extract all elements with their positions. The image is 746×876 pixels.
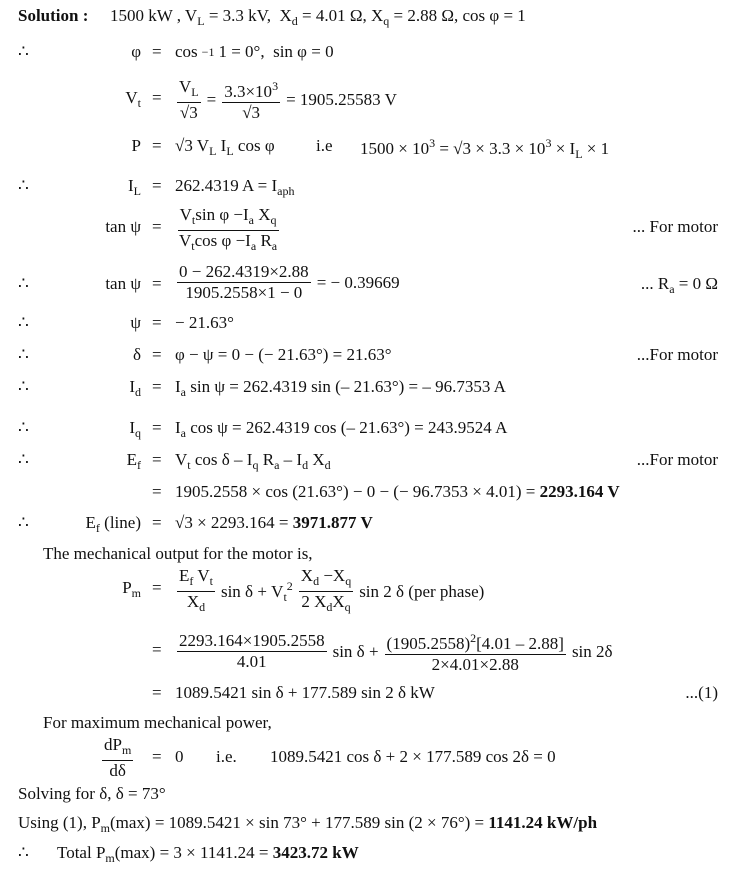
result-ef: 2293.164 V [539,482,620,501]
fraction: $\frac{2293.164\times 1905.2558}{4.01}$ [179,631,325,671]
equals: = [152,683,162,702]
note: ...For motor [636,450,718,469]
lhs: tan ψ [105,217,141,236]
step-vt [0,76,746,122]
rhs: 1089.5421 cos δ + 2 × 177.589 cos 2δ = 0 [270,747,556,766]
ie: i.e [316,136,333,155]
rhs: 1905.2558 × cos (21.63°) − 0 − (− 96.7353 × 4.01) = 2293.164 V [175,482,620,501]
lhs: δ [132,345,141,364]
rhs: $I_a$ sin ψ = 262.4319 sin (– 21.63°) = – 96.7353 A [175,377,506,399]
equals: = [152,482,162,501]
therefore-symbol: ∴ [18,345,29,364]
fraction: $\frac{(1905.2558)^2[4.01 - 2.88]}{2\times 4.01\times 2.88}$ [385,628,566,675]
lhs: $E_f$ (line) [85,513,141,535]
equals: = [152,513,162,532]
equation-number: ...(1) [685,683,718,702]
rhs: $\frac{V_L}{√3}$ = $\frac{3.3\times 10^3}{√3}$ = 1905.25583 V [179,76,397,122]
lhs: $I_q$ [129,418,141,440]
result-pm-phase: 1141.24 kW/ph [488,813,598,832]
equals: = [152,345,162,364]
lhs: P [131,136,141,155]
note: ... For motor [632,217,718,236]
pm-substituted [0,628,746,674]
fraction: $\frac{0 - 262.4319\times 2.88}{1905.2558\times 1 - 0}$ [179,262,309,302]
zero: 0 [175,747,184,766]
equals: = [152,640,162,659]
fraction: $\frac{E_f V_t}{X_d}$ [179,566,213,614]
step-tanpsi-value [0,262,746,308]
derivative-frac: $\frac{dP_m}{d\delta}$ [104,735,132,780]
givens: 1500 kW , $V_L = 3.3$ kV, $X_d = 4.01$ Ω, $X_q = 2.88$ Ω, cos φ = 1 [110,6,526,28]
pm-formula [0,566,746,612]
result-pm-total: 3423.72 kW [272,843,359,862]
therefore-symbol: ∴ [18,377,29,396]
note: ...For motor [636,345,718,364]
lhs: $E_f$ [126,450,141,472]
lhs: tan ψ [105,274,141,293]
lhs: $V_t$ [125,88,141,110]
rhs: − 21.63° [175,313,234,332]
equals: = [152,176,162,195]
ie: i.e. [216,747,237,766]
equals: = [152,450,162,469]
lhs: $P_m$ [122,578,141,600]
lhs: $I_L$ [127,176,141,198]
lhs: $I_d$ [129,377,141,399]
step-tanpsi-formula [0,205,746,251]
equals: = [152,136,162,155]
rhs: φ − ψ = 0 − (− 21.63°) = 21.63° [175,345,392,364]
fraction: $\frac{V_L}{√3}$ [179,76,199,122]
equals: = [152,42,162,61]
equals: = [152,274,162,293]
therefore-symbol: ∴ [18,274,29,293]
rhs [175,205,281,256]
fraction: $\frac{3.3\times 10^3}{√3}$ [222,76,280,123]
rhs: 1089.5421 sin δ + 177.589 sin 2 δ kW [175,683,435,702]
lhs: ψ [130,313,141,332]
note: ... $R_a = 0$ Ω [640,274,718,296]
fraction: $\frac{X_d -X_q}{2 X_dX_q}$ [300,566,352,614]
rhs: $\frac{0 - 262.4319\times 2.88}{1905.2558\times 1 - 0}$ = − 0.39669 [179,262,400,302]
equals: = [152,217,162,236]
equals: = [152,578,162,597]
rhs: 262.4319 $A = I_{aph}$ [175,176,295,198]
therefore-symbol: ∴ [18,176,29,195]
equals: = [152,747,162,766]
rhs: $V_t$ cos δ – $I_q$ $R_a - I_d$ $X_d$ [175,450,331,472]
rhs: $\frac{2293.164\times 1905.2558}{4.01}$ sin δ + $\frac{(1905.2558)^2[4.01 - 2.88]}{2\times 4.01\times 2.88}$ sin 2δ [175,628,613,675]
therefore-symbol: ∴ [18,513,29,532]
therefore-symbol: ∴ [18,313,29,332]
rhs: √3 $V_L$ $I_L$ cos φ [175,136,275,158]
therefore-symbol: ∴ [18,42,29,61]
equals: = [152,418,162,437]
lhs: φ [131,42,141,61]
fraction: $\frac{V_t\sin \varphi -I_a X_q}{V_t\cos \varphi -I_a R_a}$ [179,205,278,253]
rhs2: $1500 \times 10^3 = √3 \times 3.3 \times 10^3 \times I_L \times 1$ [360,136,610,161]
therefore-symbol: ∴ [18,418,29,437]
rhs: $\frac{E_f V_t}{X_d}$ $\sin \delta + V_t^2$ $\frac{X_d -X_q}{2 X_dX_q}$ sin 2 δ (per phase) [175,566,484,617]
therefore-symbol: ∴ [18,843,29,862]
equals: = [152,88,162,107]
result-ef-line: 3971.877 V [292,513,373,532]
rhs: $I_a$ cos ψ = 262.4319 cos (– 21.63°) = 243.9524 A [175,418,508,440]
solution-label: Solution : [18,6,89,25]
rhs: cos −1 1 = 0°, sin φ = 0 [175,42,334,61]
derivative [0,735,746,781]
equals: = [152,313,162,332]
therefore-symbol: ∴ [18,450,29,469]
equals: = [152,377,162,396]
rhs: √3 × 2293.164 = 3971.877 V [175,513,373,532]
